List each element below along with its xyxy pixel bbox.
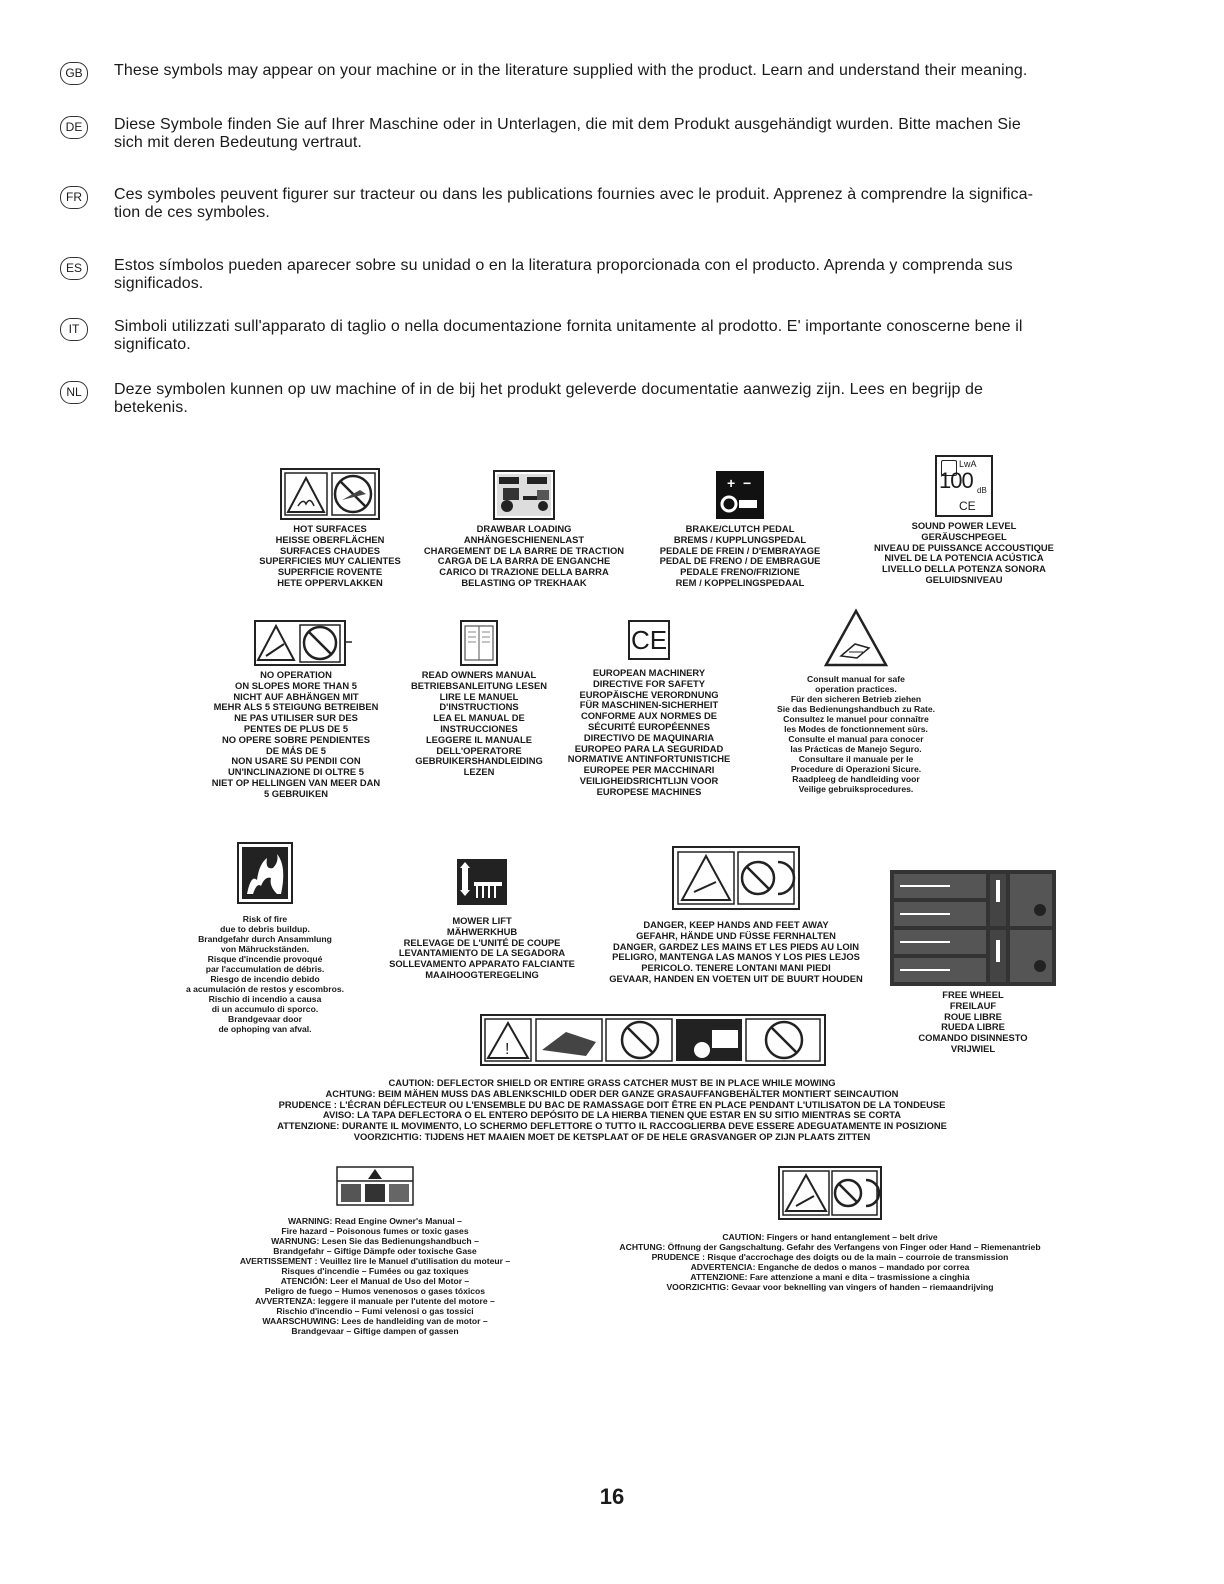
symbol-free-wheel: FREE WHEEL FREILAUF ROUE LIBRE RUEDA LIBRE COMANDO DISINNESTO VRIJWIEL (888, 870, 1058, 1055)
symbol-hot-surfaces: HOT SURFACES HEISSE OBERFLÄCHEN SURFACES CHAUDES SUPERFICIES MUY CALIENTES SUPERFICIE ROVENTE HETE OPPERVLAKKEN (230, 468, 430, 589)
intro-text-fr: Ces symboles peuvent figurer sur tracteur ou dans les publications fournies avec le produit. Apprenez à comprendre la significa- tion de ces symboles. (114, 186, 1034, 221)
lang-badge-nl: NL (60, 381, 88, 404)
intro-text-nl: Deze symbolen kunnen op uw machine of in de bij het produkt geleverde documentatie aanwezig zijn. Lees en begrijp de betekenis. (114, 381, 984, 416)
intro-fr (60, 186, 1140, 222)
symbol-fire-risk: Risk of fire due to debris buildup. Brandgefahr durch Ansammlung von Mähruckständen. Risque d'incendie provoqué par l'accumulation de débris. Riesgo de incendio debido a acumulación de restos y escombros. Rischio di incendio a causa di un accumulo di sporco. Brandgevaar door de ophoping van afval. (160, 842, 370, 1034)
slope-warning-icon (254, 620, 354, 666)
symbol-engine-warning: WARNING: Read Engine Owner's Manual – Fire hazard – Poisonous fumes or toxic gases WARNUNG: Lesen Sie das Bedienungshandbuch – Brandgefahr – Giftige Dämpfe oder toxische Gase AVERTISSEMENT : Veuillez lire le Manuel d'utilisation du moteur – Risques d'incendie – Fumées ou gaz toxiques ATENCIÓN: Leer el Manual de Uso del Motor – Peligro de fuego – Humos venenosos o gases tóxicos AVVERTENZA: leggere il manuale per l'utente del motore – Rischio d'incendio – Fumi velenosi o gas tossici WAARSCHUWING: Lees de handleiding van de motor – Brandgevaar – Giftige dampen of gassen (210, 1166, 540, 1336)
drawbar-loading-icon (493, 470, 555, 520)
caution-deflector: CAUTION: DEFLECTOR SHIELD OR ENTIRE GRASS CATCHER MUST BE IN PLACE WHILE MOWING ACHTUNG: BEIM MÄHEN MUSS DAS ABLENKSCHILD ODER DER GANZE GRASAUFFANGBEHÄLTER MONTIERT SEINCAUTION PRUDENCE : L'ÉCRAN DÉFLECTEUR OU L'ENSEMBLE DU BAC DE RAMASSAGE DOIT ÊTRE EN PLACE PENDANT L'UTILISATON DE LA TONDEUSE AVISO: LA TAPA DEFLECTORA O EL ENTERO DEPÓSITO DE LA HIERBA TIENEN QUE ESTAR EN SU SITIO MIENTRAS SE CORTA ATTENZIONE: DURANTE IL MOVIMENTO, LO SCHERMO DEFLETTORE O TUTTO IL RACCOGLIERBA DEVE ESSERE ADEGUATAMENTE IN POSIZIONE VOORZICHTIG: TIJDENS HET MAAIEN MOET DE KETSPLAAT OF DE HELE GRASVANGER OP ZIJN PLAATS ZITTEN (277, 1077, 947, 1142)
symbol-brake-clutch: + − BRAKE/CLUTCH PEDAL BREMS / KUPPLUNGSPEDAL PEDALE DE FREIN / D'EMBRAYAGE PEDAL DE FRENO / DE EMBRAGUE PEDALE FRENO/FRIZIONE REM / KOPPELINGSPEDAAL (640, 470, 840, 589)
lang-badge-de: DE (60, 116, 88, 139)
lang-badge-fr: FR (60, 186, 88, 209)
manual-book-icon (460, 620, 498, 666)
svg-text:+: + (727, 475, 736, 491)
mower-lift-icon (456, 858, 508, 906)
deflector-warning-strip (480, 1014, 826, 1066)
sound-level-icon: LwA 100 dB CE (935, 455, 993, 517)
symbol-european-machinery: CE EUROPEAN MACHINERY DIRECTIVE FOR SAFETY EUROPÄISCHE VERORDNUNG FÜR MASCHINEN-SICHERHEIT CONFORME AUX NORMES DE SÉCURITÉ EUROPÉENNES DIRECTIVO DE MAQUINARIA EUROPEO PARA LA SEGURIDAD NORMATIVE ANTINFORTUNISTICHE EUROPEE PER MACCHINARI VEILIGHEIDSRICHTLIJN VOOR EUROPESE MACHINES (560, 620, 738, 798)
lang-badge-it: IT (60, 318, 88, 341)
symbol-read-manual: READ OWNERS MANUAL BETRIEBSANLEITUNG LESEN LIRE LE MANUEL D'INSTRUCTIONS LEA EL MANUAL DE INSTRUCCIONES LEGGERE IL MANUALE DELL'OPERATORE GEBRUIKERSHANDLEIDING LEZEN (396, 620, 562, 778)
intro-nl (60, 381, 1140, 417)
intro-it (60, 318, 1140, 354)
free-wheel-icon (890, 870, 1056, 986)
intro-gb (60, 62, 1140, 85)
symbol-belt-caution: CAUTION: Fingers or hand entanglement – belt drive ACHTUNG: Öffnung der Gangschaltung. Gefahr des Verfangens von Finger oder Hand – Riemenantrieb PRUDENCE : Risque d'accrochage des doigts ou de la main – courroie de transmission ADVERTENCIA: Enganche de dedos o manos – mandado por correa ATTENZIONE: Fare attenzione a mani e dita – trasmissione a cinghia VOORZICHTIG: Gevaar voor beknelling van vingers of handen – riemaandrijving (560, 1166, 1100, 1292)
warning-triangle-manual-icon (823, 608, 889, 668)
page-number: 16 (599, 1484, 625, 1509)
intro-text-it: Simboli utilizzati sull'apparato di taglio o nella documentazione fornita unitamente al prodotto. E' importante conoscerne bene il significato. (114, 318, 1023, 353)
svg-text:−: − (743, 475, 752, 491)
symbol-no-slope-operation: NO OPERATION ON SLOPES MORE THAN 5 NICHT AUF ABHÄNGEN MIT MEHR ALS 5 STEIGUNG BETREIBEN NE PAS UTILISER SUR DES PENTES DE PLUS DE 5 NO OPERE SOBRE PENDIENTES DE MÁS DE 5 NON USARE SU PENDII CON UN'INCLINAZIONE DI OLTRE 5 NIET OP HELLINGEN VAN MEER DAN 5 GEBRUIKEN (196, 620, 396, 800)
engine-warning-icon (336, 1166, 414, 1206)
symbol-consult-manual: Consult manual for safe operation practices. Für den sicheren Betrieb ziehen Sie das Bedienungshandbuch zu Rate. Consultez le manuel pour connaître les Modes de fonctionnement sûrs. Consulte el manual para conocer las Prácticas de Manejo Seguro. Consultare il manuale per le Procedure di Operazioni Sicure. Raadpleeg de handleiding voor Veilige gebruiksprocedures. (756, 608, 956, 794)
fire-icon (237, 842, 293, 904)
symbol-mower-lift: MOWER LIFT MÄHWERKHUB RELEVAGE DE L'UNITÉ DE COUPE LEVANTAMIENTO DE LA SEGADORA SOLLEVAMENTO APPARATO FALCIANTE MAAIHOOGTEREGELING (372, 858, 592, 981)
symbol-danger-hands-feet: DANGER, KEEP HANDS AND FEET AWAY GEFAHR, HÄNDE UND FÜSSE FERNHALTEN DANGER, GARDEZ LES MAINS ET LES PIEDS AU LOIN PELIGRO, MANTENGA LAS MANOS Y LOS PIES LEJOS PERICOLO. TENERE LONTANI MANI PIEDI GEVAAR, HANDEN EN VOETEN UIT DE BUURT HOUDEN (586, 846, 886, 985)
intro-es (60, 257, 1140, 293)
ce-mark-icon: CE (628, 620, 670, 660)
lang-badge-es: ES (60, 257, 88, 280)
brake-pedal-icon (715, 470, 765, 520)
symbol-sound-power: LwA 100 dB CE SOUND POWER LEVEL GERÄUSCHPEGEL NIVEAU DE PUISSANCE ACCOUSTIQUE NIVEL DE LA POTENCIA ACÚSTICA LIVELLO DELLA POTENZA SONORA GELUIDSNIVEAU (852, 455, 1076, 586)
intro-text-de: Diese Symbole finden Sie auf Ihrer Maschine oder in Unterlagen, die mit dem Produkt ausgehändigt wurden. Bitte machen Sie sich mit deren Bedeutung vertraut. (114, 116, 1021, 151)
intro-text-gb: These symbols may appear on your machine or in the literature supplied with the product. Learn and understand their meaning. (114, 62, 1028, 79)
intro-text-es: Estos símbolos pueden aparecer sobre su unidad o en la literatura proporcionada con el producto. Aprenda y comprenda sus significados. (114, 257, 1013, 292)
symbol-drawbar-loading: DRAWBAR LOADING ANHÄNGESCHIENENLAST CHARGEMENT DE LA BARRE DE TRACTION CARGA DE LA BARRA DE ENGANCHE CARICO DI TRAZIONE DELLA BARRA BELASTING OP TREKHAAK (410, 470, 638, 589)
svg-text:!: ! (505, 1041, 510, 1058)
intro-de (60, 116, 1140, 152)
hands-feet-danger-icon (672, 846, 800, 910)
belt-entanglement-icon (778, 1166, 882, 1220)
hot-surfaces-icon (280, 468, 380, 520)
lang-badge-gb: GB (60, 62, 88, 85)
